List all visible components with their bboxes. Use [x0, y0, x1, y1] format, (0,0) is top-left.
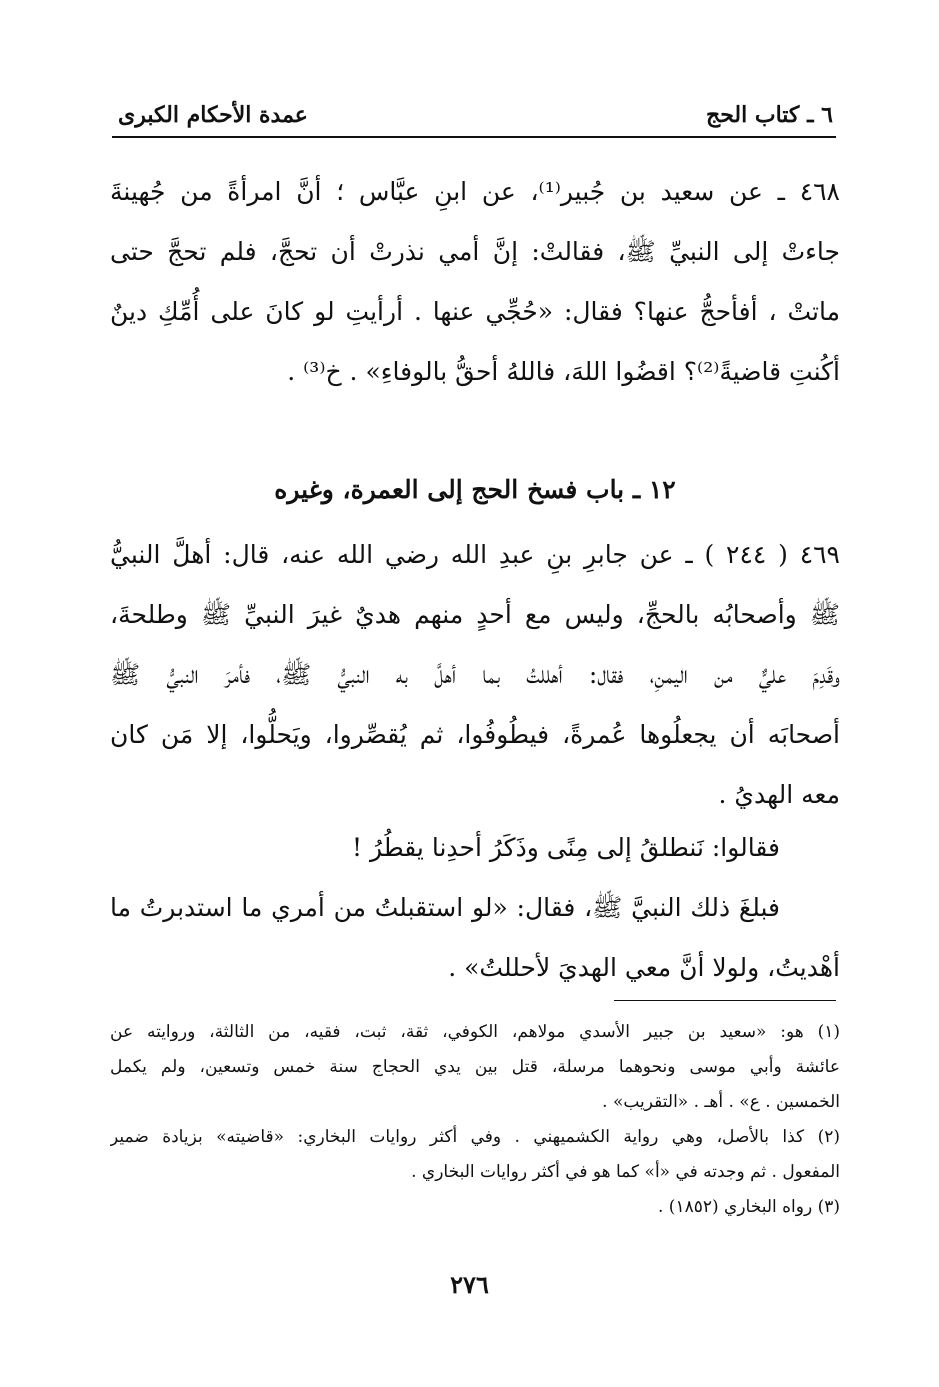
hadith-469-said-paragraph: [110, 818, 840, 878]
hadith-469-line-1: ٤٦٩ ( ٢٤٤ ) ـ عن جابرِ بنِ عبدِ الله رضي الله عنه، قال: أهلَّ النبيُّ: [110, 540, 840, 569]
hadith-469-line-5: معه الهديُ .: [718, 780, 840, 809]
footnotes: [110, 1015, 840, 1225]
hadith-469-line-4: أصحابَه أن يجعلُوها عُمرةً، فيطُوفُوا، ثم يُقصِّروا، ويَحلُّوا، إلا مَن كان: [110, 720, 840, 749]
footnote-1-line-2: عائشة وأبي موسى ونحوهما مرسلة، قتل بين يدي الحجاج سنة خمس وتسعين، ولم يكمل: [110, 1057, 840, 1077]
hadith-468-line-2: جاءتْ إلى النبيِّ ﷺ، فقالتْ: إنَّ أمي نذرتْ أن تحجَّ، فلم تحجَّ حتى: [110, 237, 840, 266]
reached-line-1: فبلغَ ذلك النبيَّ ﷺ، فقال: «لو استقبلتُ من أمري ما استدبرتُ ما: [110, 893, 780, 922]
footnote-2-line-1: (٢) كذا بالأصل، وهي رواية الكشميهني . وفي أكثر روايات البخاري: «قاضيته» بزيادة ضمير: [110, 1127, 840, 1147]
hadith-468-line-3: ماتتْ ، أفأحجُّ عنها؟ فقال: «حُجِّي عنها . أرأيتِ لو كانَ على أُمِّكِ دينٌ: [110, 297, 840, 326]
hadith-469-line-2: ﷺ وأصحابُه بالحجِّ، وليس مع أحدٍ منهم هديٌ غيرَ النبيِّ ﷺ وطلحةَ،: [110, 600, 840, 629]
footnote-3-line-1: (٣) رواه البخاري (١٨٥٢) .: [658, 1197, 840, 1217]
page-number: ٢٧٦: [450, 1270, 489, 1299]
hadith-468-line-1: ٤٦٨ ـ عن سعيد بن جُبير⁽¹⁾، عن ابنِ عبَّاس ؛ أنَّ امرأةً من جُهينةَ: [110, 177, 840, 206]
section-heading: ١٢ ـ باب فسخ الحج إلى العمرة، وغيره: [274, 475, 676, 504]
hadith-469-reached-paragraph: [110, 878, 840, 998]
footnote-2-line-2: المفعول . ثم وجدته في «أ» كما هو في أكثر روايات البخاري .: [411, 1162, 840, 1182]
hadith-468: [110, 162, 840, 402]
hadith-468-line-4: أكُنتِ قاضيةً⁽²⁾؟ اقضُوا اللهَ، فاللهُ أحقُّ بالوفاءِ» . خ⁽³⁾ .: [287, 357, 840, 386]
said-line: فقالوا: نَنطلقُ إلى مِنًى وذَكَرُ أحدِنا يقطُرُ !: [351, 833, 780, 862]
header-divider: [112, 136, 836, 138]
reached-line-2: أهْديتُ، ولولا أنَّ معي الهديَ لأحللتُ» .: [448, 953, 840, 982]
footnote-1-line-1: (١) هو: «سعيد بن جبير الأسدي مولاهم، الكوفي، ثقة، ثبت، فقيه، من الثالثة، وروايته عن: [110, 1022, 840, 1042]
header-chapter: ٦ ـ كتاب الحج: [706, 102, 833, 128]
footnote-1-line-3: الخمسين . ع» . أهـ . «التقريب» .: [602, 1092, 840, 1112]
running-header: [118, 98, 833, 132]
header-book-title: عمدة الأحكام الكبرى: [118, 102, 308, 128]
footnote-divider: [614, 1000, 836, 1001]
hadith-469-line-3: وقَدِمَ عليٌّ من اليمنِ، فقال: أهللتُ بما أهلَّ به النبيُّ ﷺ، فأمرَ النبيُّ ﷺ: [110, 660, 840, 689]
hadith-469: [110, 525, 840, 825]
